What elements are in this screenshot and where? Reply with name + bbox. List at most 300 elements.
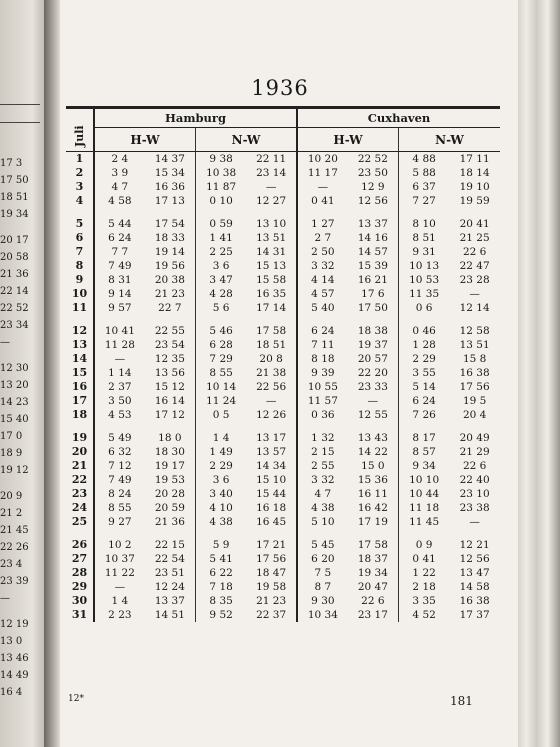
tide-time-cell: 16 38 (459, 595, 490, 607)
tide-time-cell: 22 15 (145, 538, 196, 552)
prev-page-value: 13 46 (0, 653, 29, 664)
table-row (66, 245, 500, 259)
day-number: 7 (66, 245, 94, 259)
spacer-cell (348, 208, 399, 217)
prev-page-value: 22 14 (0, 286, 29, 297)
tide-time-cell: 0 59 (209, 218, 233, 230)
tide-time-cell: 22 52 (348, 152, 399, 167)
prev-page-value: 22 52 (0, 303, 29, 314)
spacer-cell (66, 422, 94, 431)
tide-time-cell: 10 10 (409, 474, 440, 486)
tide-time-cell: 22 56 (246, 380, 297, 394)
table-row (66, 473, 500, 487)
tide-time-cell: 16 18 (246, 501, 297, 515)
city-header-cuxhaven: Cuxhaven (297, 108, 500, 128)
tide-time-cell: 4 38 (311, 502, 335, 514)
tide-time-cell: 2 55 (311, 460, 335, 472)
prev-page-value: 20 17 (0, 235, 29, 246)
tide-time-cell: 13 51 (246, 231, 297, 245)
table-row (66, 287, 500, 301)
page-stack-edge (518, 0, 560, 747)
prev-page-value: 20 9 (0, 491, 23, 502)
book-page (60, 0, 522, 747)
tide-time-cell: 1 22 (412, 567, 436, 579)
spacer-cell (145, 315, 196, 324)
tide-time-cell: 14 22 (348, 445, 399, 459)
prev-page-value: 23 4 (0, 559, 23, 570)
prev-page-rule (0, 122, 40, 123)
table-row (66, 166, 500, 180)
tide-time-cell: 20 47 (348, 580, 399, 594)
tide-time-cell: 7 5 (314, 567, 332, 579)
tide-time-cell: 22 47 (459, 260, 490, 272)
tide-time-cell: 20 49 (459, 432, 490, 444)
tide-time-cell: 8 57 (412, 446, 436, 458)
day-number: 14 (66, 352, 94, 366)
spacer-cell (145, 422, 196, 431)
tide-time-cell: 10 41 (104, 325, 135, 337)
tide-time-cell: 14 16 (348, 231, 399, 245)
row-spacer (66, 315, 500, 324)
table-row (66, 594, 500, 608)
tide-time-cell: 18 0 (145, 431, 196, 445)
tide-time-cell: 23 17 (348, 608, 399, 622)
spacer-cell (66, 529, 94, 538)
tide-time-cell: 11 22 (104, 567, 135, 579)
row-spacer (66, 208, 500, 217)
tide-time-cell: 12 24 (145, 580, 196, 594)
tide-time-cell: 22 54 (145, 552, 196, 566)
day-number: 17 (66, 394, 94, 408)
tide-time-cell: 2 4 (111, 153, 129, 165)
spacer-cell (399, 529, 450, 538)
tide-time-cell: 2 29 (412, 353, 436, 365)
tide-table-body (66, 152, 500, 623)
tide-time-cell: 2 50 (311, 246, 335, 258)
tide-time-cell: 18 30 (145, 445, 196, 459)
tide-time-cell: 5 49 (108, 432, 132, 444)
tide-time-cell: 16 11 (348, 487, 399, 501)
table-row (66, 608, 500, 622)
prev-page-value: 20 58 (0, 252, 29, 263)
tide-time-cell: 12 26 (246, 408, 297, 422)
day-number: 26 (66, 538, 94, 552)
tide-time-cell: 15 12 (145, 380, 196, 394)
tide-time-cell: 5 44 (108, 218, 132, 230)
table-row (66, 459, 500, 473)
tide-time-cell: 16 42 (348, 501, 399, 515)
day-number: 2 (66, 166, 94, 180)
tide-time-cell: 1 41 (209, 232, 233, 244)
month-label: Juli (73, 125, 86, 147)
tide-time-cell: 20 59 (145, 501, 196, 515)
tide-time-cell: 18 51 (246, 338, 297, 352)
tide-time-cell: 5 88 (412, 167, 436, 179)
tide-time-cell: 4 7 (111, 181, 129, 193)
prev-page-value: 14 23 (0, 397, 29, 408)
table-row (66, 566, 500, 580)
tide-time-cell: 14 51 (145, 608, 196, 622)
tide-time-cell: 13 51 (459, 339, 490, 351)
spacer-cell (449, 208, 500, 217)
tide-time-cell: 12 56 (459, 553, 490, 565)
tide-time-cell: 7 26 (412, 409, 436, 421)
tide-time-cell: 9 31 (412, 246, 436, 258)
tide-time-cell: 5 40 (311, 302, 335, 314)
previous-page-edge (0, 0, 46, 747)
tide-time-cell: 14 31 (246, 245, 297, 259)
tide-time-cell: 2 29 (209, 460, 233, 472)
prev-page-value: 22 26 (0, 542, 29, 553)
tide-time-cell: 5 6 (212, 302, 230, 314)
tide-time-cell: 14 37 (145, 152, 196, 167)
tide-time-cell: 15 44 (246, 487, 297, 501)
day-number: 15 (66, 366, 94, 380)
tide-time-cell: 16 36 (145, 180, 196, 194)
tide-time-cell: 8 7 (314, 581, 332, 593)
tide-time-cell: 23 28 (459, 274, 490, 286)
table-row (66, 408, 500, 422)
spacer-cell (449, 315, 500, 324)
tide-time-cell: 5 45 (311, 539, 335, 551)
tide-time-cell: 15 0 (348, 459, 399, 473)
tide-time-cell: 22 55 (145, 324, 196, 338)
tide-time-cell: 18 33 (145, 231, 196, 245)
tide-time-cell: 19 10 (459, 181, 490, 193)
tide-time-cell: 3 47 (209, 274, 233, 286)
tide-time-cell: 17 21 (246, 538, 297, 552)
spacer-cell (246, 315, 297, 324)
table-row (66, 394, 500, 408)
tide-time-cell: 12 35 (145, 352, 196, 366)
tide-time-cell: 20 28 (145, 487, 196, 501)
prev-page-value: 16 4 (0, 687, 23, 698)
tide-time-cell: 15 58 (246, 273, 297, 287)
footer-signature-mark: 12* (68, 694, 84, 704)
tide-time-cell: 22 40 (459, 474, 490, 486)
tide-time-cell: 3 50 (108, 395, 132, 407)
prev-page-value: 13 0 (0, 636, 23, 647)
tide-time-cell: 13 37 (145, 594, 196, 608)
day-number: 29 (66, 580, 94, 594)
tide-time-cell: 20 57 (348, 352, 399, 366)
spacer-cell (297, 529, 348, 538)
tide-time-cell: 2 15 (311, 446, 335, 458)
tide-time-cell: 3 40 (209, 488, 233, 500)
table-row (66, 180, 500, 194)
tide-time-cell: 16 45 (246, 515, 297, 529)
tide-time-cell: 5 41 (209, 553, 233, 565)
table-row (66, 352, 500, 366)
tide-time-cell: 20 41 (459, 218, 490, 230)
day-number: 30 (66, 594, 94, 608)
day-number: 20 (66, 445, 94, 459)
tide-time-cell: 11 18 (409, 502, 440, 514)
tide-time-cell: 3 55 (412, 367, 436, 379)
tide-time-cell: 21 23 (145, 287, 196, 301)
column-header-hw: H-W (94, 128, 196, 152)
tide-time-cell: 10 34 (307, 609, 338, 621)
spacer-cell (348, 315, 399, 324)
tide-time-cell: 13 37 (348, 217, 399, 231)
city-header-hamburg: Hamburg (94, 108, 297, 128)
tide-time-cell: 20 38 (145, 273, 196, 287)
tide-time-cell: 10 2 (108, 539, 132, 551)
tide-time-cell: 18 14 (459, 167, 490, 179)
tide-time-cell: 18 47 (246, 566, 297, 580)
tide-time-cell: 4 28 (209, 288, 233, 300)
spacer-cell (66, 315, 94, 324)
day-number: 6 (66, 231, 94, 245)
spacer-cell (246, 208, 297, 217)
day-number: 27 (66, 552, 94, 566)
tide-time-cell: 10 38 (206, 167, 237, 179)
tide-time-cell: 16 35 (246, 287, 297, 301)
prev-page-value: — (0, 337, 10, 348)
prev-page-value: 21 45 (0, 525, 29, 536)
prev-page-value: 21 36 (0, 269, 29, 280)
tide-time-cell: 22 6 (462, 460, 487, 472)
tide-time-cell: 5 10 (311, 516, 335, 528)
tide-time-cell: 13 57 (246, 445, 297, 459)
tide-time-cell: 11 17 (307, 167, 338, 179)
tide-time-cell: — (469, 516, 480, 528)
prev-page-value: 12 19 (0, 619, 29, 630)
tide-time-cell: 15 10 (246, 473, 297, 487)
spacer-cell (399, 315, 450, 324)
tide-time-cell: 1 4 (111, 595, 129, 607)
tide-time-cell: 20 4 (462, 409, 487, 421)
tide-time-cell: 1 32 (311, 432, 335, 444)
tide-time-cell: 10 13 (409, 260, 440, 272)
tide-time-cell: 19 58 (246, 580, 297, 594)
tide-time-cell: 6 37 (412, 181, 436, 193)
tide-time-cell: 4 14 (311, 274, 335, 286)
day-number: 21 (66, 459, 94, 473)
tide-time-cell: 12 56 (348, 194, 399, 208)
tide-time-cell: 2 25 (209, 246, 233, 258)
tide-time-cell: 15 8 (462, 353, 487, 365)
tide-time-cell: 10 20 (307, 153, 338, 165)
table-row (66, 273, 500, 287)
spacer-cell (449, 422, 500, 431)
table-row (66, 552, 500, 566)
tide-time-cell: 16 38 (459, 367, 490, 379)
prev-page-value: 19 34 (0, 209, 29, 220)
day-number: 24 (66, 501, 94, 515)
tide-time-cell: 11 35 (409, 288, 440, 300)
spacer-cell (399, 422, 450, 431)
spacer-cell (449, 529, 500, 538)
tide-time-cell: 2 7 (314, 232, 332, 244)
day-number: 8 (66, 259, 94, 273)
tide-time-cell: 9 30 (311, 595, 335, 607)
day-number: 12 (66, 324, 94, 338)
tide-time-cell: 5 14 (412, 381, 436, 393)
table-row (66, 338, 500, 352)
column-header-nw: N-W (399, 128, 501, 152)
tide-time-cell: 21 38 (246, 366, 297, 380)
tide-time-cell: 6 20 (311, 553, 335, 565)
tide-time-cell: 9 39 (311, 367, 335, 379)
table-row (66, 152, 500, 167)
tide-time-cell: 23 33 (348, 380, 399, 394)
tide-time-cell: 17 6 (348, 287, 399, 301)
tide-time-cell: 23 54 (145, 338, 196, 352)
day-number: 16 (66, 380, 94, 394)
tide-time-cell: 0 10 (209, 195, 233, 207)
tide-time-cell: 19 53 (145, 473, 196, 487)
tide-time-cell: 17 54 (145, 217, 196, 231)
tide-time-cell: 9 14 (108, 288, 132, 300)
day-number: 23 (66, 487, 94, 501)
tide-time-cell: 4 88 (412, 153, 436, 165)
spacer-cell (297, 315, 348, 324)
spacer-cell (348, 529, 399, 538)
prev-page-value: 15 40 (0, 414, 29, 425)
tide-time-cell: 13 56 (145, 366, 196, 380)
tide-time-cell: — (114, 353, 126, 365)
tide-time-cell: 4 38 (209, 516, 233, 528)
tide-time-cell: 2 18 (412, 581, 436, 593)
tide-time-cell: 9 52 (209, 609, 233, 621)
tide-time-cell: 5 9 (212, 539, 230, 551)
tide-time-cell: 4 10 (209, 502, 233, 514)
tide-time-cell: 1 14 (108, 367, 132, 379)
tide-time-cell: 22 7 (145, 301, 196, 315)
tide-time-cell: 15 39 (348, 259, 399, 273)
tide-time-cell: 14 58 (459, 581, 490, 593)
tide-time-cell: 5 46 (209, 325, 233, 337)
tide-time-cell: 21 23 (246, 594, 297, 608)
day-number: 4 (66, 194, 94, 208)
tide-time-cell: 15 13 (246, 259, 297, 273)
tide-time-cell: 12 14 (459, 302, 490, 314)
spacer-cell (246, 422, 297, 431)
tide-time-cell: 8 35 (209, 595, 233, 607)
tide-time-cell: 23 51 (145, 566, 196, 580)
spacer-cell (297, 208, 348, 217)
day-number: 31 (66, 608, 94, 622)
tide-time-cell: 10 53 (409, 274, 440, 286)
tide-time-cell: 7 11 (311, 339, 335, 351)
tide-time-cell: 9 57 (108, 302, 132, 314)
tide-time-cell: 0 5 (212, 409, 230, 421)
tide-time-cell: 3 32 (311, 260, 335, 272)
tide-time-cell: 21 36 (145, 515, 196, 529)
tide-time-cell: 6 28 (209, 339, 233, 351)
tide-time-cell: 19 14 (145, 245, 196, 259)
tide-time-cell: 19 59 (459, 195, 490, 207)
tide-time-cell: 13 17 (246, 431, 297, 445)
tide-time-cell: 7 29 (209, 353, 233, 365)
day-number: 22 (66, 473, 94, 487)
tide-time-cell: 8 55 (209, 367, 233, 379)
prev-page-value: — (0, 593, 10, 604)
tide-time-cell: 0 41 (412, 553, 436, 565)
spacer-cell (94, 208, 145, 217)
day-number: 18 (66, 408, 94, 422)
day-number: 13 (66, 338, 94, 352)
tide-time-cell: 16 21 (348, 273, 399, 287)
tide-time-cell: 23 38 (459, 502, 490, 514)
tide-time-cell: 8 18 (311, 353, 335, 365)
tide-time-cell: 22 6 (462, 246, 487, 258)
row-spacer (66, 422, 500, 431)
tide-time-cell: 0 36 (311, 409, 335, 421)
table-row (66, 580, 500, 594)
table-row (66, 217, 500, 231)
tide-time-cell: 15 36 (348, 473, 399, 487)
tide-time-cell: 21 29 (459, 446, 490, 458)
page-number: 181 (450, 694, 473, 708)
tide-time-cell: 19 5 (462, 395, 487, 407)
spacer-cell (94, 529, 145, 538)
tide-table (66, 106, 500, 622)
spacer-cell (196, 529, 247, 538)
tide-time-cell: — (469, 288, 480, 300)
table-row (66, 194, 500, 208)
tide-time-cell: 12 55 (348, 408, 399, 422)
spacer-cell (246, 529, 297, 538)
prev-page-value: 23 39 (0, 576, 29, 587)
tide-time-cell: 10 55 (307, 381, 338, 393)
prev-page-value: 18 51 (0, 192, 29, 203)
day-number: 1 (66, 152, 94, 167)
table-row (66, 515, 500, 529)
tide-time-cell: 14 34 (246, 459, 297, 473)
tide-time-cell: 17 58 (348, 538, 399, 552)
tide-time-cell: 17 11 (459, 153, 490, 165)
tide-time-cell: 3 6 (212, 260, 230, 272)
tide-time-cell: 1 28 (412, 339, 436, 351)
tide-time-cell: 7 49 (108, 260, 132, 272)
spacer-cell (399, 208, 450, 217)
spacer-cell (297, 422, 348, 431)
tide-time-cell: 6 24 (412, 395, 436, 407)
tide-time-cell: 17 19 (348, 515, 399, 529)
tide-time-cell: 11 24 (206, 395, 237, 407)
tide-time-cell: 22 20 (348, 366, 399, 380)
spacer-cell (196, 315, 247, 324)
tide-time-cell: 11 28 (104, 339, 135, 351)
prev-page-value: 17 3 (0, 158, 23, 169)
tide-time-cell: 17 56 (246, 552, 297, 566)
prev-page-value: 17 0 (0, 431, 23, 442)
tide-time-cell: 17 13 (145, 194, 196, 208)
tide-time-cell: 17 12 (145, 408, 196, 422)
spacer-cell (94, 422, 145, 431)
day-number: 11 (66, 301, 94, 315)
tide-time-cell: 9 27 (108, 516, 132, 528)
tide-time-cell: — (114, 581, 126, 593)
tide-time-cell: 22 11 (246, 152, 297, 167)
tide-time-cell: 0 46 (412, 325, 436, 337)
table-row (66, 487, 500, 501)
tide-time-cell: 17 58 (246, 324, 297, 338)
tide-time-cell: 9 34 (412, 460, 436, 472)
tide-time-cell: 22 6 (348, 594, 399, 608)
tide-time-cell: 11 87 (206, 181, 237, 193)
tide-time-cell: 7 18 (209, 581, 233, 593)
table-row (66, 445, 500, 459)
column-header-hw: H-W (297, 128, 399, 152)
prev-page-value: 13 20 (0, 380, 29, 391)
spacer-cell (66, 208, 94, 217)
tide-time-cell: 16 14 (145, 394, 196, 408)
tide-time-cell: 8 55 (108, 502, 132, 514)
tide-time-cell: 17 56 (459, 381, 490, 393)
